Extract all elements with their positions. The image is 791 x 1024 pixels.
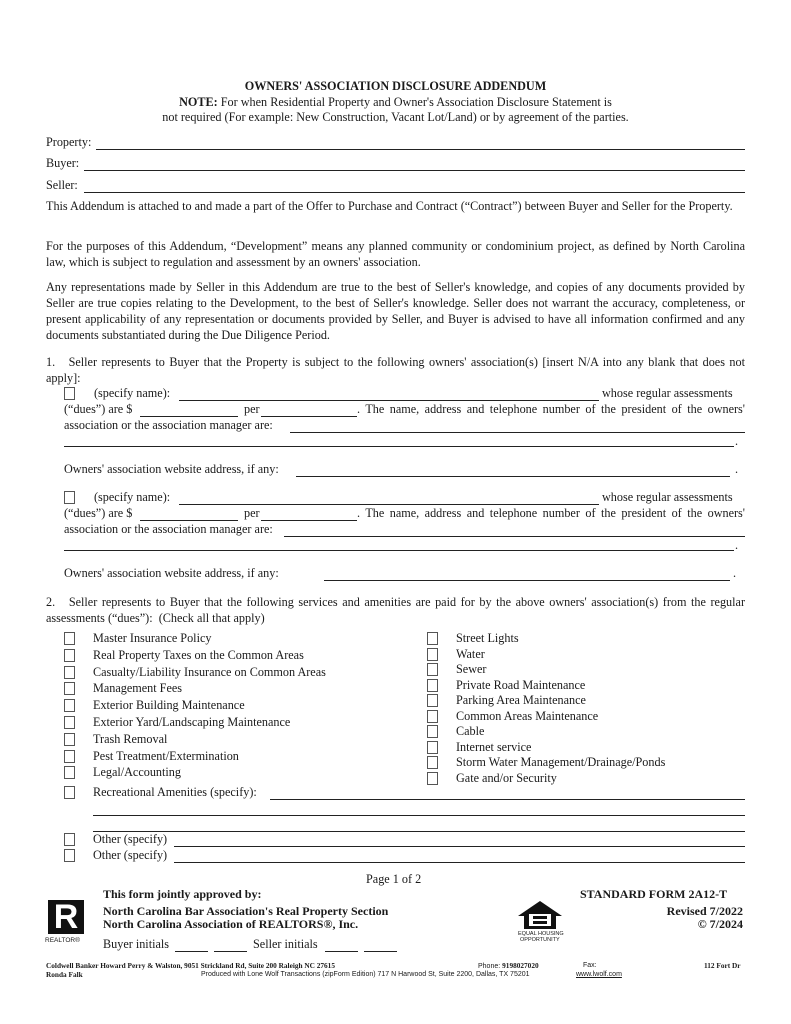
form-title: OWNERS' ASSOCIATION DISCLOSURE ADDENDUM: [244, 79, 547, 93]
specify-name-label: (specify name):: [94, 386, 171, 400]
association-1-manager-field-2[interactable]: [64, 446, 734, 447]
association-2-name-field[interactable]: [179, 504, 599, 505]
recreational-amenities-field-2[interactable]: [93, 815, 745, 816]
amenity-label: Gate and/or Security: [456, 770, 557, 785]
per-label: per: [244, 506, 260, 520]
amenity-label: Casualty/Liability Insurance on Common Areas: [93, 664, 326, 679]
amenity-checkbox[interactable]: [64, 766, 75, 779]
agent-name: Ronda Falk: [46, 970, 83, 979]
approving-org-1: North Carolina Bar Association's Real Property Section: [103, 904, 389, 918]
copyright-date: © 7/2024: [697, 917, 743, 931]
property-field[interactable]: [96, 149, 745, 150]
approving-org-2: North Carolina Association of REALTORS®, Inc.: [103, 917, 359, 931]
amenity-checkbox[interactable]: [427, 679, 438, 692]
buyer-field[interactable]: [84, 170, 745, 171]
period: .: [735, 462, 739, 476]
amenity-label: Street Lights: [456, 631, 519, 645]
website-label: Owners' association website address, if any:: [64, 462, 279, 476]
amenity-label: Management Fees: [93, 681, 183, 696]
fax-info: [583, 961, 597, 970]
amenity-checkbox[interactable]: [64, 716, 75, 729]
lone-wolf-link[interactable]: www.lwolf.com: [576, 971, 622, 978]
amenity-checkbox[interactable]: [427, 663, 438, 676]
approved-by-label: This form jointly approved by:: [103, 887, 262, 901]
amenity-checkbox[interactable]: [64, 666, 75, 679]
property-label: Property:: [46, 135, 92, 149]
seller-initials-field-1[interactable]: [325, 951, 358, 952]
form-id: STANDARD FORM 2A12-T: [580, 887, 728, 901]
brokerage-info: Coldwell Banker Howard Perry & Walston, 9051 Strickland Rd, Suite 200 Raleigh NC 27615: [46, 961, 335, 970]
recreational-amenities-label: Recreational Amenities (specify):: [93, 785, 257, 799]
revised-date: Revised 7/2022: [666, 904, 743, 918]
realtor-logo-icon: [48, 900, 84, 934]
amenity-checkbox[interactable]: [64, 649, 75, 662]
buyer-initials-label: Buyer initials: [103, 937, 170, 951]
amenity-label: Exterior Yard/Landscaping Maintenance: [93, 715, 291, 729]
produced-with: Produced with Lone Wolf Transactions (zipForm Edition) 717 N Harwood St, Suite 2200, Dallas, TX 75201: [201, 971, 530, 978]
realtor-logo-letter: R: [53, 898, 79, 936]
association-2-per-field[interactable]: [261, 520, 357, 521]
manager-label: association or the association manager are:: [64, 418, 273, 432]
section-1-intro: 1. Seller represents to Buyer that the Property is subject to the following owners' association(s) [insert N/A into any blank that does not apply]:: [46, 355, 745, 385]
amenity-checkbox[interactable]: [427, 710, 438, 723]
property-reference: 112 Fort Dr: [704, 961, 741, 970]
other-2-field[interactable]: [174, 862, 745, 863]
realtor-logo-text: REALTOR®: [45, 937, 80, 944]
representations-paragraph: Any representations made by Seller in this Addendum are true to the best of Seller's knowledge, and copies of any documents provided by Seller are true copies relating to the Development, to the best of Seller's knowledge. Seller does not warrant the accuracy, completeness, or present applicability of any representation or documents provided by Seller, and Buyer is advised to have all information confirmed and any documents substantiated during the Due Diligence Period.: [46, 280, 745, 342]
association-2-checkbox[interactable]: [64, 491, 75, 504]
amenity-checkbox[interactable]: [427, 648, 438, 661]
page-number: Page 1 of 2: [366, 872, 422, 886]
seller-field[interactable]: [84, 192, 745, 193]
form-note-line2: not required (For example: New Construction, Vacant Lot/Land) or by agreement of the parties.: [162, 110, 629, 124]
other-2-checkbox[interactable]: [64, 849, 75, 862]
amenity-checkbox[interactable]: [427, 756, 438, 769]
amenity-label: Master Insurance Policy: [93, 631, 212, 645]
dues-label: (“dues”) are $: [64, 402, 133, 416]
period: .: [735, 538, 739, 552]
amenity-label: Parking Area Maintenance: [456, 693, 586, 707]
specify-name-label: (specify name):: [94, 490, 171, 504]
amenity-label: Trash Removal: [93, 731, 168, 746]
fax-label: Fax:: [583, 962, 597, 969]
amenity-label: Real Property Taxes on the Common Areas: [93, 647, 304, 662]
association-1-manager-field[interactable]: [290, 432, 745, 433]
other-2-label: Other (specify): [93, 848, 168, 862]
website-label: Owners' association website address, if any:: [64, 566, 279, 580]
association-1-per-field[interactable]: [261, 416, 357, 417]
period: .: [733, 566, 737, 580]
other-1-checkbox[interactable]: [64, 833, 75, 846]
period: .: [735, 434, 739, 448]
per-label: per: [244, 402, 260, 416]
amenity-checkbox[interactable]: [427, 725, 438, 738]
whose-label: whose regular assessments: [602, 386, 733, 400]
amenity-label: Internet service: [456, 739, 532, 754]
amenity-label: Cable: [456, 724, 485, 738]
association-1-checkbox[interactable]: [64, 387, 75, 400]
recreational-amenities-field[interactable]: [270, 799, 745, 800]
recreational-amenities-field-3[interactable]: [93, 831, 745, 832]
amenity-checkbox[interactable]: [64, 733, 75, 746]
amenity-checkbox[interactable]: [427, 772, 438, 785]
amenity-checkbox[interactable]: [427, 632, 438, 645]
equal-housing-text-2: OPPORTUNITY: [520, 937, 560, 943]
form-note-line1: [0, 94, 791, 110]
note-text-1: For when Residential Property and Owner's Association Disclosure Statement is: [220, 95, 612, 109]
amenity-label: Legal/Accounting: [93, 765, 181, 780]
phone-number: 9198027020: [502, 961, 539, 970]
amenity-checkbox[interactable]: [427, 694, 438, 707]
president-text: . The name, address and telephone number of the president of the owners': [357, 402, 745, 416]
other-1-label: Other (specify): [93, 832, 168, 846]
note-label: NOTE:: [179, 95, 218, 109]
amenity-label: Water: [456, 646, 485, 661]
association-2-manager-field[interactable]: [284, 536, 745, 537]
seller-label: Seller:: [46, 178, 78, 192]
association-2-manager-field-2[interactable]: [64, 550, 734, 551]
amenity-checkbox[interactable]: [427, 741, 438, 754]
amenity-label: Private Road Maintenance: [456, 677, 586, 692]
amenity-checkbox[interactable]: [64, 699, 75, 712]
addendum-paragraph: This Addendum is attached to and made a part of the Offer to Purchase and Contract (“Contract”) between Buyer and Seller for the Property.: [46, 199, 733, 213]
amenity-label: Common Areas Maintenance: [456, 708, 599, 723]
amenity-label: Exterior Building Maintenance: [93, 698, 245, 713]
amenity-checkbox[interactable]: [64, 750, 75, 763]
association-1-website-field[interactable]: [296, 476, 730, 477]
equal-housing-icon: [516, 900, 564, 930]
buyer-initials-field-2[interactable]: [214, 951, 247, 952]
recreational-amenities-checkbox[interactable]: [64, 786, 75, 799]
manager-label: association or the association manager are:: [64, 522, 273, 536]
seller-initials-field-2[interactable]: [364, 951, 397, 952]
dues-label: (“dues”) are $: [64, 506, 133, 520]
other-1-field[interactable]: [174, 846, 745, 847]
amenity-label: Sewer: [456, 662, 487, 676]
development-paragraph: For the purposes of this Addendum, “Development” means any planned community or condominium project, as defined by North Carolina law, which is subject to regulation and assessment by an owners' association.: [46, 239, 745, 269]
amenity-checkbox[interactable]: [64, 682, 75, 695]
section-2-intro: 2. Seller represents to Buyer that the following services and amenities are paid for by the above owners' association(s) from the regular assessments (“dues”): (Check all that apply): [46, 595, 745, 625]
association-2-website-field[interactable]: [324, 580, 730, 581]
whose-label: whose regular assessments: [602, 490, 733, 504]
buyer-label: Buyer:: [46, 156, 80, 170]
president-text: . The name, address and telephone number of the president of the owners': [357, 506, 745, 520]
amenity-label: Pest Treatment/Extermination: [93, 748, 239, 763]
association-1-name-field[interactable]: [179, 400, 599, 401]
association-1-dues-field[interactable]: [140, 416, 238, 417]
seller-initials-label: Seller initials: [253, 937, 318, 951]
buyer-initials-field-1[interactable]: [175, 951, 208, 952]
association-2-dues-field[interactable]: [140, 520, 238, 521]
phone-label: Phone:: [478, 963, 501, 970]
amenity-label: Storm Water Management/Drainage/Ponds: [456, 755, 666, 769]
equal-housing-text-1: EQUAL HOUSING: [518, 931, 564, 937]
amenity-checkbox[interactable]: [64, 632, 75, 645]
